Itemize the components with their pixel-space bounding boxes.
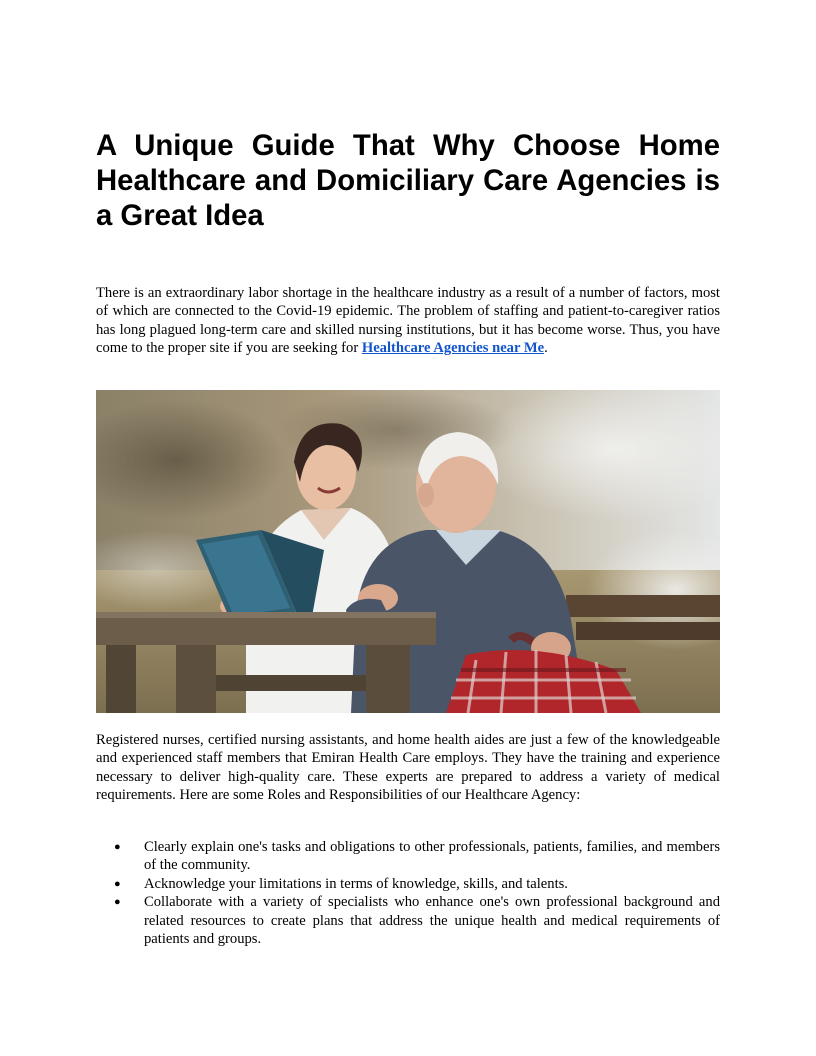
list-item	[96, 838, 720, 875]
intro-paragraph	[96, 284, 720, 358]
bullet-icon: ●	[114, 896, 121, 909]
body-paragraph: Registered nurses, certified nursing assistants, and home health aides are just a few of the knowledgeable and experienced staff members that Emiran Health Care employs. They have the training and experience necessary to deliver high-quality care. These experts are prepared to address a variety of medical requirements. Here are some Roles and Responsibilities of our Healthcare Agency:	[96, 732, 720, 804]
healthcare-agencies-link[interactable]: Healthcare Agencies near Me	[361, 340, 545, 357]
caregiver-photo	[96, 390, 720, 713]
photo-illustration	[96, 390, 720, 713]
list-item	[96, 875, 720, 893]
intro-after-link: .	[544, 340, 548, 357]
list-item-text: Clearly explain one's tasks and obligations to other professionals, patients, families, and members of the community.	[144, 839, 720, 874]
bullet-icon: ●	[114, 841, 121, 853]
list-item-text: Collaborate with a variety of specialists who enhance one's own professional background and related resources to create plans that address the unique health and medical requirements of patients and groups.	[144, 894, 720, 948]
responsibilities-list	[96, 838, 720, 948]
page-title: A Unique Guide That Why Choose Home Healthcare and Domiciliary Care Agencies is a Great Idea	[96, 129, 720, 232]
bullet-icon: ●	[114, 877, 121, 890]
list-item-text: Acknowledge your limitations in terms of knowledge, skills, and talents.	[144, 875, 568, 892]
list-item	[96, 893, 720, 948]
intro-text: There is an extraordinary labor shortage in the healthcare industry as a result of a number of factors, most of which are connected to the Covid-19 epidemic. The problem of staffing and patient-to-caregiver ratios has long plagued long-term care and skilled nursing institutions, but it has become worse. Thus, you have come to the proper site if you are seeking for	[96, 285, 720, 357]
